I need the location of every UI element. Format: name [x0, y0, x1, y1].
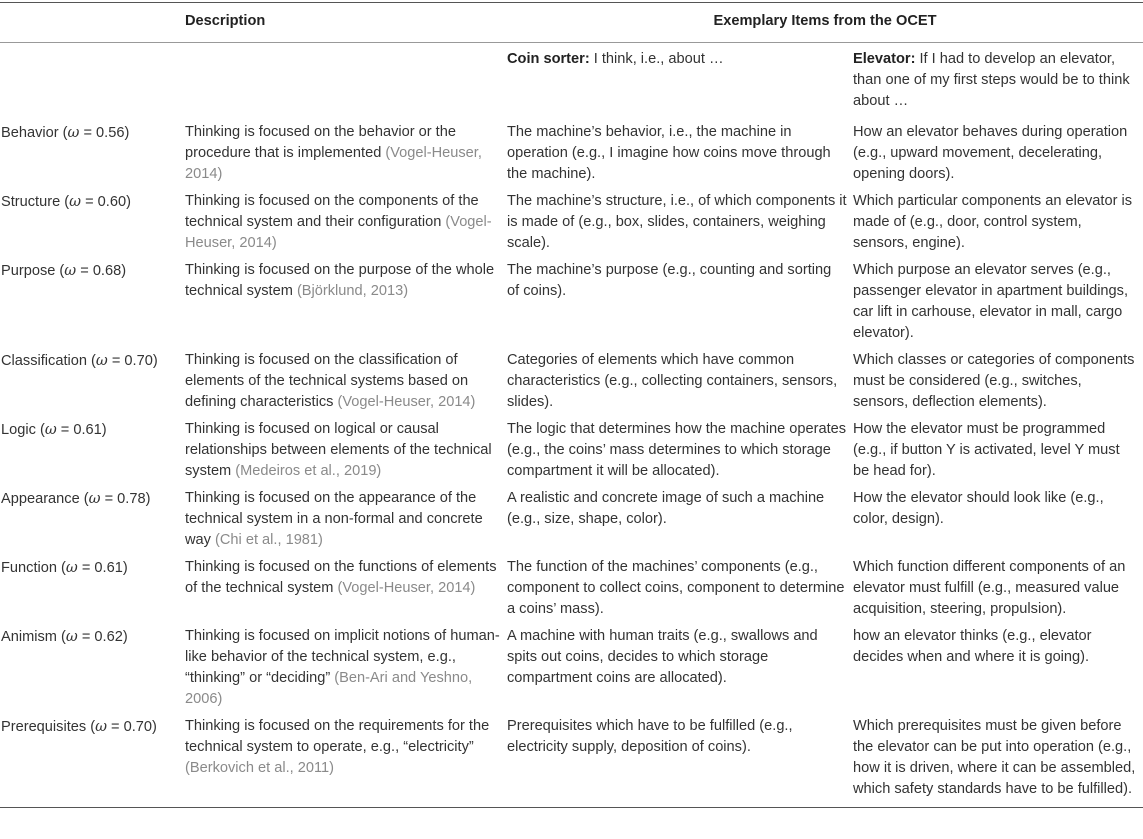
- table-row: [0, 350, 1143, 419]
- category-cell: Function (ω = 0.61): [1, 559, 128, 576]
- coin-sorter-text: I think, i.e., about …: [589, 51, 724, 67]
- coin-sorter-cell: The machine’s structure, i.e., of which components it is made of (e.g., box, slides, containers, weighing scale).: [507, 193, 847, 251]
- elevator-text: If I had to develop an elevator, than one of my first steps would be to think about …: [853, 51, 1130, 109]
- coin-sorter-cell: The logic that determines how the machine operates (e.g., the coins’ mass determines to which storage compartment it will be allocated).: [507, 421, 847, 479]
- elevator-label: Elevator:: [853, 51, 916, 67]
- citation-link[interactable]: (Chi et al., 1981): [215, 532, 323, 548]
- elevator-cell: Which function different components of an elevator must fulfill (e.g., measured value acquisition, steering, propulsion).: [853, 559, 1126, 617]
- category-cell: Appearance (ω = 0.78): [1, 490, 151, 507]
- header-description: Description: [185, 3, 507, 43]
- table-row: [0, 191, 1143, 260]
- table-row: [0, 716, 1143, 808]
- citation-link[interactable]: (Ben-Ari and Yeshno, 2006): [185, 670, 473, 707]
- table-row: [0, 626, 1143, 716]
- category-cell: Logic (ω = 0.61): [1, 421, 107, 438]
- elevator-cell: How the elevator should look like (e.g., color, design).: [853, 490, 1104, 527]
- coin-sorter-label: Coin sorter:: [507, 51, 590, 67]
- elevator-cell: How an elevator behaves during operation (e.g., upward movement, decelerating, opening doors).: [853, 124, 1128, 182]
- coin-sorter-cell: A realistic and concrete image of such a machine (e.g., size, shape, color).: [507, 490, 825, 527]
- table-row: [0, 419, 1143, 488]
- category-cell: Behavior (ω = 0.56): [1, 124, 130, 141]
- citation-link[interactable]: (Vogel-Heuser, 2014): [337, 394, 476, 410]
- description-cell: Thinking is focused on the requirements for the technical system to operate, e.g., “electricity” (Berkovich et al., 2011): [185, 716, 507, 808]
- table-row: [0, 119, 1143, 191]
- description-cell: Thinking is focused on the purpose of the whole technical system (Björklund, 2013): [185, 262, 495, 299]
- elevator-cell: Which particular components an elevator is made of (e.g., door, control system, sensors, engine).: [853, 193, 1133, 251]
- header-category: [0, 3, 185, 43]
- citation-link[interactable]: (Medeiros et al., 2019): [235, 463, 382, 479]
- category-cell: Classification (ω = 0.70): [1, 352, 158, 369]
- elevator-cell: Which classes or categories of components must be considered (e.g., switches, sensors, deflection elements).: [853, 352, 1135, 410]
- coin-sorter-prompt: [507, 43, 853, 120]
- coin-sorter-cell: A machine with human traits (e.g., swallows and spits out coins, decides to which storage compartment coins are allocated).: [507, 628, 818, 686]
- table-row: [0, 260, 1143, 350]
- category-cell: Structure (ω = 0.60): [1, 193, 131, 210]
- elevator-cell: Which purpose an elevator serves (e.g., passenger elevator in apartment buildings, car lift in carhouse, elevator in mall, cargo elevator).: [853, 262, 1129, 341]
- citation-link[interactable]: (Vogel-Heuser, 2014): [185, 145, 482, 182]
- description-cell: Thinking is focused on the functions of elements of the technical system (Vogel-Heuser, 2014): [185, 559, 497, 596]
- subheader-row: [0, 43, 1143, 120]
- citation-link[interactable]: (Vogel-Heuser, 2014): [337, 580, 476, 596]
- description-cell: Thinking is focused on the classification of elements of the technical systems based on defining characteristics (Vogel-Heuser, 2014): [185, 352, 476, 410]
- category-cell: Prerequisites (ω = 0.70): [0, 716, 185, 808]
- elevator-cell: how an elevator thinks (e.g., elevator decides when and where it is going).: [853, 628, 1092, 665]
- elevator-prompt: [853, 43, 1143, 120]
- citation-link[interactable]: (Björklund, 2013): [296, 283, 409, 299]
- coin-sorter-cell: The machine’s purpose (e.g., counting and sorting of coins).: [507, 262, 832, 299]
- header-exemplary-items: Exemplary Items from the OCET: [507, 3, 1143, 43]
- citation-link[interactable]: (Vogel-Heuser, 2014): [185, 214, 492, 251]
- description-cell: Thinking is focused on implicit notions of human-like behavior of the technical system, e.g., “thinking” or “deciding” (Ben-Ari and Yeshno, 2006): [185, 628, 500, 707]
- citation-link[interactable]: (Berkovich et al., 2011): [185, 760, 334, 776]
- description-cell: Thinking is focused on the components of the technical system and their configuration (Vogel-Heuser, 2014): [185, 193, 492, 251]
- ocet-table: [0, 2, 1143, 808]
- table-row: [0, 557, 1143, 626]
- description-cell: Thinking is focused on logical or causal relationships between elements of the technical system (Medeiros et al., 2019): [185, 421, 492, 479]
- coin-sorter-cell: The function of the machines’ components (e.g., component to collect coins, component to determine a coins’ mass).: [507, 559, 845, 617]
- category-cell: Animism (ω = 0.62): [1, 628, 128, 645]
- category-cell: Purpose (ω = 0.68): [1, 262, 127, 279]
- description-cell: Thinking is focused on the behavior or the procedure that is implemented (Vogel-Heuser, 2014): [185, 124, 482, 182]
- header-row: [0, 3, 1143, 43]
- description-cell: Thinking is focused on the appearance of the technical system in a non-formal and concrete way (Chi et al., 1981): [185, 490, 483, 548]
- coin-sorter-cell: Prerequisites which have to be fulfilled (e.g., electricity supply, deposition of coins).: [507, 716, 853, 808]
- elevator-cell: Which prerequisites must be given before the elevator can be put into operation (e.g., how it is driven, where it can be assembled, which safety standards have to be fulfilled).: [853, 716, 1143, 808]
- coin-sorter-cell: The machine’s behavior, i.e., the machine in operation (e.g., I imagine how coins move through the machine).: [507, 124, 831, 182]
- elevator-cell: How the elevator must be programmed (e.g., if button Y is activated, level Y must be head for).: [853, 421, 1120, 479]
- coin-sorter-cell: Categories of elements which have common characteristics (e.g., collecting containers, sensors, slides).: [507, 352, 838, 410]
- table-row: [0, 488, 1143, 557]
